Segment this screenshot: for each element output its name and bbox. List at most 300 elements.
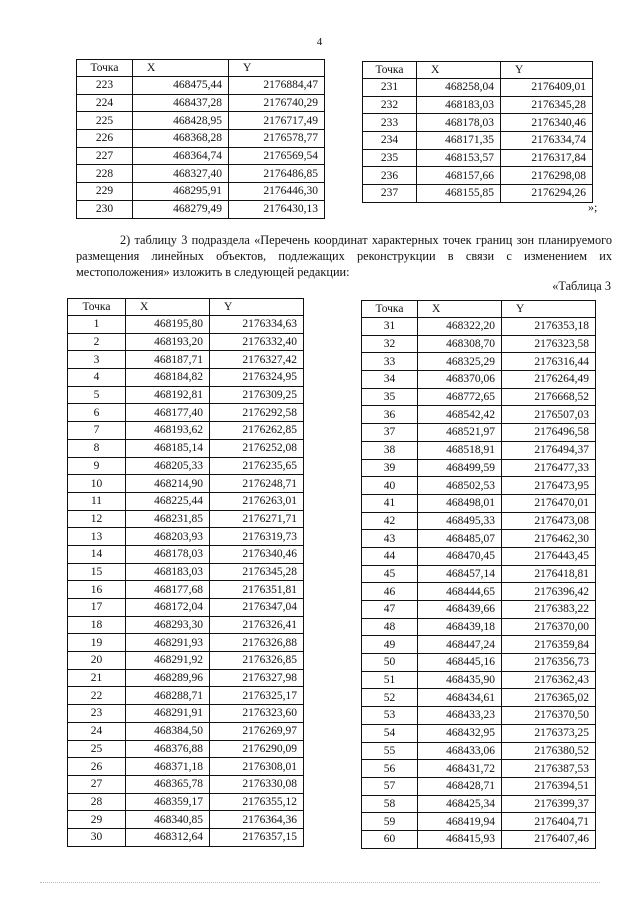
table-row [68, 563, 304, 581]
y-cell: 2176326,85 [210, 652, 304, 670]
point-cell: 10 [68, 475, 126, 493]
table-row [68, 775, 304, 793]
point-cell: 12 [68, 510, 126, 528]
point-cell: 22 [68, 687, 126, 705]
coordinates-table-top-right [362, 61, 593, 203]
table-row [362, 441, 596, 459]
x-cell: 468437,28 [133, 94, 229, 112]
x-cell: 468195,80 [126, 316, 210, 334]
table-row [68, 510, 304, 528]
y-cell: 2176362,43 [502, 671, 596, 689]
column-header-x: X [418, 301, 502, 318]
coordinates-table-bottom-right [361, 300, 596, 849]
table-row [362, 830, 596, 848]
table-row [77, 94, 325, 112]
y-cell: 2176383,22 [502, 601, 596, 619]
point-cell: 227 [77, 147, 133, 165]
paragraph-line: 2) таблицу 3 подраздела «Перечень координат характерных точек границ зон планируемого [120, 233, 612, 247]
point-cell: 56 [362, 760, 418, 778]
table-row [68, 369, 304, 387]
y-cell: 2176569,54 [229, 147, 325, 165]
point-cell: 45 [362, 565, 418, 583]
point-cell: 231 [363, 79, 417, 97]
table-row [68, 422, 304, 440]
x-cell: 468428,71 [418, 777, 502, 795]
y-cell: 2176325,17 [210, 687, 304, 705]
x-cell: 468475,44 [133, 77, 229, 95]
y-cell: 2176323,60 [210, 705, 304, 723]
y-cell: 2176235,65 [210, 457, 304, 475]
y-cell: 2176884,47 [229, 77, 325, 95]
y-cell: 2176294,26 [501, 185, 593, 203]
x-cell: 468518,91 [418, 441, 502, 459]
point-cell: 24 [68, 722, 126, 740]
y-cell: 2176316,44 [502, 353, 596, 371]
x-cell: 468308,70 [418, 335, 502, 353]
column-header-y: Y [502, 301, 596, 318]
point-cell: 15 [68, 563, 126, 581]
point-cell: 35 [362, 388, 418, 406]
table-row [68, 687, 304, 705]
y-cell: 2176473,08 [502, 512, 596, 530]
table-row [362, 601, 596, 619]
point-cell: 54 [362, 724, 418, 742]
y-cell: 2176347,04 [210, 599, 304, 617]
x-cell: 468428,95 [133, 112, 229, 130]
table-row [362, 565, 596, 583]
x-cell: 468364,74 [133, 147, 229, 165]
x-cell: 468231,85 [126, 510, 210, 528]
table-row [68, 404, 304, 422]
x-cell: 468178,03 [417, 114, 501, 132]
point-cell: 30 [68, 828, 126, 846]
point-cell: 46 [362, 583, 418, 601]
y-cell: 2176355,12 [210, 793, 304, 811]
y-cell: 2176387,53 [502, 760, 596, 778]
y-cell: 2176334,63 [210, 316, 304, 334]
table-row [68, 528, 304, 546]
paragraph-line: размещения линейных объектов, подлежащих реконструкции в связи с изменением их [76, 249, 612, 263]
table-row [362, 618, 596, 636]
column-header-point: Точка [363, 62, 417, 79]
x-cell: 468425,34 [418, 795, 502, 813]
table-caption: «Таблица 3 [552, 279, 611, 293]
column-header-point: Точка [77, 60, 133, 77]
column-header-x: X [133, 60, 229, 77]
x-cell: 468225,44 [126, 492, 210, 510]
column-header-y: Y [501, 62, 593, 79]
x-cell: 468470,45 [418, 547, 502, 565]
table-row [68, 793, 304, 811]
point-cell: 60 [362, 830, 418, 848]
table-row [363, 132, 593, 150]
x-cell: 468172,04 [126, 599, 210, 617]
point-cell: 233 [363, 114, 417, 132]
point-cell: 27 [68, 775, 126, 793]
x-cell: 468447,24 [418, 636, 502, 654]
y-cell: 2176394,51 [502, 777, 596, 795]
table-row [68, 634, 304, 652]
y-cell: 2176494,37 [502, 441, 596, 459]
x-cell: 468293,30 [126, 616, 210, 634]
table-row [362, 654, 596, 672]
y-cell: 2176443,45 [502, 547, 596, 565]
table-row [362, 760, 596, 778]
x-cell: 468291,91 [126, 705, 210, 723]
column-header-x: X [126, 299, 210, 316]
x-cell: 468258,04 [417, 79, 501, 97]
y-cell: 2176252,08 [210, 439, 304, 457]
point-cell: 32 [362, 335, 418, 353]
table-row [363, 167, 593, 185]
y-cell: 2176345,28 [501, 96, 593, 114]
footer-divider [40, 882, 600, 883]
y-cell: 2176373,25 [502, 724, 596, 742]
y-cell: 2176496,58 [502, 424, 596, 442]
table-row [363, 96, 593, 114]
x-cell: 468178,03 [126, 545, 210, 563]
point-cell: 52 [362, 689, 418, 707]
point-cell: 19 [68, 634, 126, 652]
y-cell: 2176407,46 [502, 830, 596, 848]
table-row [362, 583, 596, 601]
point-cell: 235 [363, 149, 417, 167]
x-cell: 468325,29 [418, 353, 502, 371]
table-row [68, 828, 304, 846]
point-cell: 51 [362, 671, 418, 689]
x-cell: 468291,92 [126, 652, 210, 670]
y-cell: 2176330,08 [210, 775, 304, 793]
y-cell: 2176262,85 [210, 422, 304, 440]
table-row [68, 545, 304, 563]
table-row [362, 636, 596, 654]
point-cell: 225 [77, 112, 133, 130]
table-row [362, 353, 596, 371]
table-row [362, 494, 596, 512]
y-cell: 2176290,09 [210, 740, 304, 758]
y-cell: 2176364,36 [210, 811, 304, 829]
y-cell: 2176292,58 [210, 404, 304, 422]
table-row [362, 813, 596, 831]
y-cell: 2176357,15 [210, 828, 304, 846]
x-cell: 468521,97 [418, 424, 502, 442]
y-cell: 2176668,52 [502, 388, 596, 406]
x-cell: 468435,90 [418, 671, 502, 689]
table-row [363, 185, 593, 203]
point-cell: 58 [362, 795, 418, 813]
table-row [77, 147, 325, 165]
table-row [362, 547, 596, 565]
x-cell: 468177,68 [126, 581, 210, 599]
y-cell: 2176298,08 [501, 167, 593, 185]
y-cell: 2176334,74 [501, 132, 593, 150]
column-header-point: Точка [68, 299, 126, 316]
y-cell: 2176399,37 [502, 795, 596, 813]
point-cell: 232 [363, 96, 417, 114]
x-cell: 468433,23 [418, 707, 502, 725]
x-cell: 468433,06 [418, 742, 502, 760]
y-cell: 2176477,33 [502, 459, 596, 477]
point-cell: 9 [68, 457, 126, 475]
point-cell: 57 [362, 777, 418, 795]
y-cell: 2176345,28 [210, 563, 304, 581]
table-row [362, 459, 596, 477]
table-row [68, 599, 304, 617]
point-cell: 29 [68, 811, 126, 829]
x-cell: 468289,96 [126, 669, 210, 687]
point-cell: 234 [363, 132, 417, 150]
x-cell: 468498,01 [418, 494, 502, 512]
y-cell: 2176409,01 [501, 79, 593, 97]
x-cell: 468359,17 [126, 793, 210, 811]
table-row [68, 722, 304, 740]
y-cell: 2176404,71 [502, 813, 596, 831]
point-cell: 40 [362, 477, 418, 495]
table-row [68, 811, 304, 829]
y-cell: 2176473,95 [502, 477, 596, 495]
y-cell: 2176264,49 [502, 371, 596, 389]
amendment-paragraph [76, 232, 612, 280]
x-cell: 468542,42 [418, 406, 502, 424]
point-cell: 16 [68, 581, 126, 599]
y-cell: 2176326,41 [210, 616, 304, 634]
x-cell: 468193,62 [126, 422, 210, 440]
point-cell: 18 [68, 616, 126, 634]
column-header-y: Y [229, 60, 325, 77]
y-cell: 2176340,46 [210, 545, 304, 563]
x-cell: 468177,40 [126, 404, 210, 422]
point-cell: 228 [77, 165, 133, 183]
x-cell: 468171,35 [417, 132, 501, 150]
table-row [362, 689, 596, 707]
y-cell: 2176327,98 [210, 669, 304, 687]
column-header-y: Y [210, 299, 304, 316]
point-cell: 6 [68, 404, 126, 422]
table-row [362, 318, 596, 336]
point-cell: 41 [362, 494, 418, 512]
x-cell: 468439,18 [418, 618, 502, 636]
table-row [68, 439, 304, 457]
table-row [77, 112, 325, 130]
point-cell: 5 [68, 386, 126, 404]
x-cell: 468502,53 [418, 477, 502, 495]
x-cell: 468340,85 [126, 811, 210, 829]
point-cell: 26 [68, 758, 126, 776]
x-cell: 468439,66 [418, 601, 502, 619]
y-cell: 2176578,77 [229, 130, 325, 148]
table-row [68, 581, 304, 599]
point-cell: 229 [77, 183, 133, 201]
y-cell: 2176446,30 [229, 183, 325, 201]
page-number: 4 [316, 36, 323, 48]
y-cell: 2176351,81 [210, 581, 304, 599]
point-cell: 28 [68, 793, 126, 811]
x-cell: 468415,93 [418, 830, 502, 848]
point-cell: 236 [363, 167, 417, 185]
x-cell: 468371,18 [126, 758, 210, 776]
table-row [68, 740, 304, 758]
y-cell: 2176418,81 [502, 565, 596, 583]
x-cell: 468184,82 [126, 369, 210, 387]
y-cell: 2176319,73 [210, 528, 304, 546]
y-cell: 2176486,85 [229, 165, 325, 183]
y-cell: 2176317,84 [501, 149, 593, 167]
y-cell: 2176327,42 [210, 351, 304, 369]
point-cell: 1 [68, 316, 126, 334]
x-cell: 468445,16 [418, 654, 502, 672]
table-row [68, 475, 304, 493]
x-cell: 468192,81 [126, 386, 210, 404]
point-cell: 38 [362, 441, 418, 459]
point-cell: 11 [68, 492, 126, 510]
y-cell: 2176340,46 [501, 114, 593, 132]
y-cell: 2176462,30 [502, 530, 596, 548]
table-row [362, 424, 596, 442]
table-row [68, 457, 304, 475]
point-cell: 36 [362, 406, 418, 424]
x-cell: 468419,94 [418, 813, 502, 831]
point-cell: 49 [362, 636, 418, 654]
point-cell: 25 [68, 740, 126, 758]
x-cell: 468155,85 [417, 185, 501, 203]
point-cell: 33 [362, 353, 418, 371]
table-row [362, 477, 596, 495]
x-cell: 468214,90 [126, 475, 210, 493]
table-row [362, 512, 596, 530]
point-cell: 224 [77, 94, 133, 112]
x-cell: 468495,33 [418, 512, 502, 530]
y-cell: 2176309,25 [210, 386, 304, 404]
x-cell: 468322,20 [418, 318, 502, 336]
table-row [363, 149, 593, 167]
point-cell: 53 [362, 707, 418, 725]
x-cell: 468288,71 [126, 687, 210, 705]
y-cell: 2176248,71 [210, 475, 304, 493]
x-cell: 468187,71 [126, 351, 210, 369]
x-cell: 468193,20 [126, 333, 210, 351]
x-cell: 468434,61 [418, 689, 502, 707]
y-cell: 2176470,01 [502, 494, 596, 512]
x-cell: 468376,88 [126, 740, 210, 758]
point-cell: 31 [362, 318, 418, 336]
point-cell: 237 [363, 185, 417, 203]
table-row [68, 669, 304, 687]
point-cell: 39 [362, 459, 418, 477]
point-cell: 7 [68, 422, 126, 440]
table-row [68, 758, 304, 776]
x-cell: 468499,59 [418, 459, 502, 477]
table-row [362, 530, 596, 548]
table-row [68, 333, 304, 351]
y-cell: 2176740,29 [229, 94, 325, 112]
y-cell: 2176356,73 [502, 654, 596, 672]
table-row [362, 335, 596, 353]
point-cell: 226 [77, 130, 133, 148]
x-cell: 468370,06 [418, 371, 502, 389]
y-cell: 2176717,49 [229, 112, 325, 130]
point-cell: 3 [68, 351, 126, 369]
y-cell: 2176323,58 [502, 335, 596, 353]
point-cell: 42 [362, 512, 418, 530]
point-cell: 21 [68, 669, 126, 687]
point-cell: 44 [362, 547, 418, 565]
x-cell: 468365,78 [126, 775, 210, 793]
table-row [77, 130, 325, 148]
table-row [68, 351, 304, 369]
column-header-point: Точка [362, 301, 418, 318]
y-cell: 2176370,50 [502, 707, 596, 725]
x-cell: 468157,66 [417, 167, 501, 185]
table-row [68, 652, 304, 670]
y-cell: 2176271,71 [210, 510, 304, 528]
paragraph-line: местоположения» изложить в следующей редакции: [76, 265, 350, 279]
y-cell: 2176308,01 [210, 758, 304, 776]
x-cell: 468185,14 [126, 439, 210, 457]
y-cell: 2176365,02 [502, 689, 596, 707]
point-cell: 47 [362, 601, 418, 619]
table-row [68, 492, 304, 510]
table-row [77, 183, 325, 201]
table-row [362, 671, 596, 689]
point-cell: 20 [68, 652, 126, 670]
x-cell: 468432,95 [418, 724, 502, 742]
table-row [362, 388, 596, 406]
table-row [68, 386, 304, 404]
x-cell: 468295,91 [133, 183, 229, 201]
y-cell: 2176430,13 [229, 200, 325, 218]
point-cell: 55 [362, 742, 418, 760]
x-cell: 468183,03 [126, 563, 210, 581]
x-cell: 468203,93 [126, 528, 210, 546]
table-row [362, 795, 596, 813]
table-row [363, 79, 593, 97]
table-row [362, 742, 596, 760]
table-row [362, 406, 596, 424]
x-cell: 468183,03 [417, 96, 501, 114]
coordinates-table-bottom-left [67, 298, 304, 847]
y-cell: 2176380,52 [502, 742, 596, 760]
y-cell: 2176332,40 [210, 333, 304, 351]
point-cell: 2 [68, 333, 126, 351]
coordinates-table-top-left [76, 59, 325, 219]
point-cell: 50 [362, 654, 418, 672]
x-cell: 468384,50 [126, 722, 210, 740]
table-row [363, 114, 593, 132]
table-row [68, 316, 304, 334]
y-cell: 2176353,18 [502, 318, 596, 336]
x-cell: 468205,33 [126, 457, 210, 475]
point-cell: 43 [362, 530, 418, 548]
y-cell: 2176396,42 [502, 583, 596, 601]
y-cell: 2176263,01 [210, 492, 304, 510]
table-row [362, 777, 596, 795]
table-row [362, 707, 596, 725]
point-cell: 17 [68, 599, 126, 617]
x-cell: 468431,72 [418, 760, 502, 778]
point-cell: 223 [77, 77, 133, 95]
closing-quote: »; [588, 200, 598, 214]
point-cell: 8 [68, 439, 126, 457]
point-cell: 14 [68, 545, 126, 563]
y-cell: 2176326,88 [210, 634, 304, 652]
table-row [77, 200, 325, 218]
point-cell: 48 [362, 618, 418, 636]
table-row [77, 165, 325, 183]
table-row [68, 616, 304, 634]
x-cell: 468485,07 [418, 530, 502, 548]
point-cell: 37 [362, 424, 418, 442]
x-cell: 468312,64 [126, 828, 210, 846]
